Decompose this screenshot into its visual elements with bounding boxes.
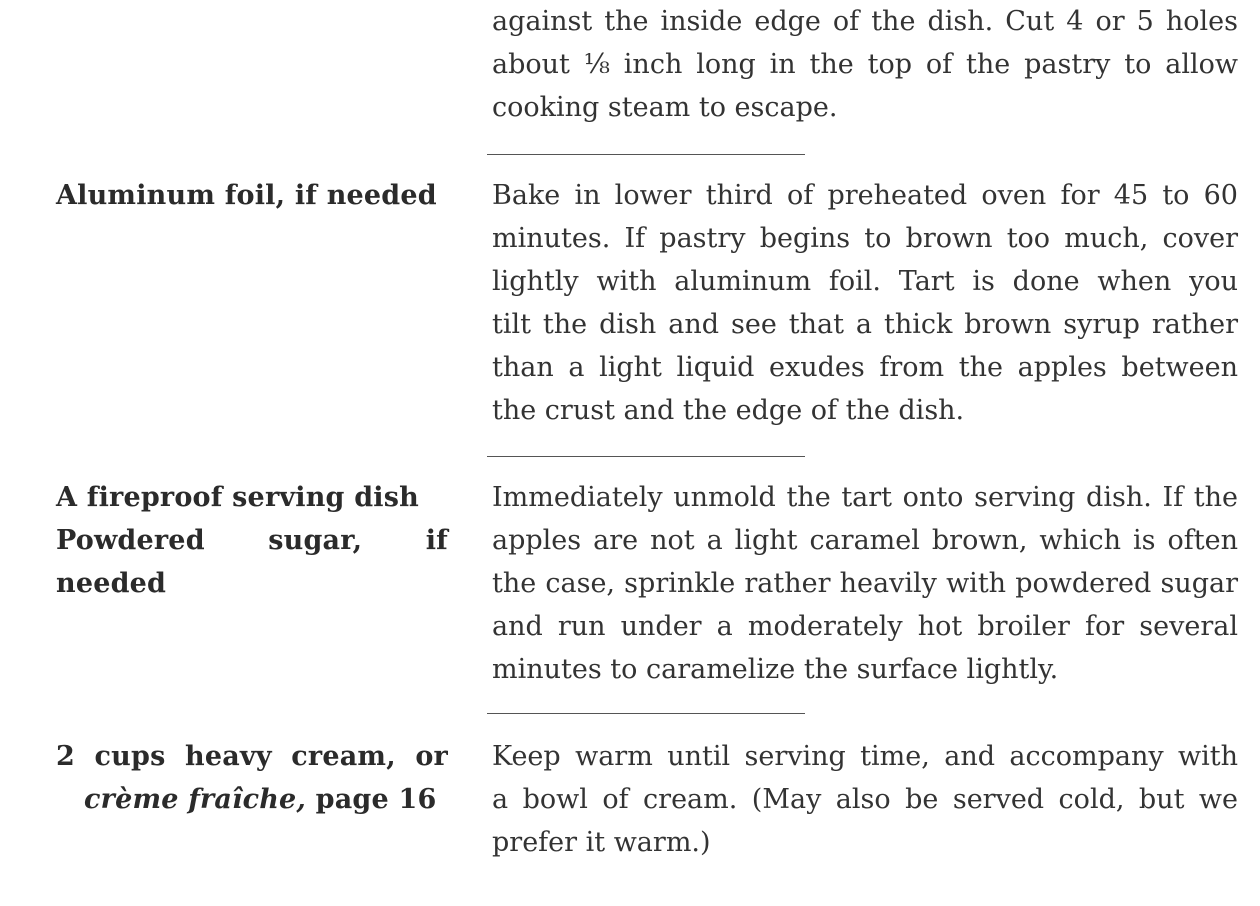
step-1-line-1: against the inside edge of the dish. Cut 4 or 5 holes	[492, 6, 1238, 37]
step-4-line-3: prefer it warm.)	[492, 827, 711, 858]
step-2-line-5: than a light liquid exudes from the apples between	[492, 352, 1238, 383]
step-2-line-6: the crust and the edge of the dish.	[492, 395, 965, 426]
step-2-instructions	[492, 174, 1238, 432]
step-4-line-1: Keep warm until serving time, and accompany with	[492, 741, 1238, 772]
step-1-line-2: about ⅛ inch long in the top of the pastry to allow	[492, 49, 1238, 80]
step-2-ingredients	[56, 174, 448, 217]
step-3-line-5: minutes to caramelize the surface lightly.	[492, 654, 1059, 685]
step-4-line-2: a bowl of cream. (May also be served cold, but we	[492, 784, 1238, 815]
step-divider-2	[487, 456, 805, 457]
ingredient-creme-fraiche	[56, 778, 448, 821]
step-3-line-3: the case, sprinkle rather heavily with powdered sugar	[492, 568, 1238, 599]
step-4-instructions	[492, 735, 1238, 864]
ingredient-aluminum-foil: Aluminum foil, if needed	[56, 180, 437, 211]
ingredient-serving-dish: A fireproof serving dish	[56, 482, 419, 513]
step-3-line-2: apples are not a light caramel brown, which is often	[492, 525, 1238, 556]
creme-fraiche-italic: crème fraîche,	[84, 784, 307, 815]
step-3-ingredients	[56, 476, 448, 605]
step-divider-3	[487, 713, 805, 714]
step-2-line-4: tilt the dish and see that a thick brown syrup rather	[492, 309, 1238, 340]
step-3-instructions	[492, 476, 1238, 691]
step-2-line-1: Bake in lower third of preheated oven for 45 to 60	[492, 180, 1238, 211]
ingredient-heavy-cream: 2 cups heavy cream, or	[56, 741, 448, 772]
step-2-line-3: lightly with aluminum foil. Tart is done when you	[492, 266, 1238, 297]
step-divider-1	[487, 154, 805, 155]
step-4-ingredients	[56, 735, 448, 821]
step-1-instructions	[492, 0, 1238, 129]
step-3-line-1: Immediately unmold the tart onto serving dish. If the	[492, 482, 1238, 513]
page-reference: page 16	[306, 784, 437, 815]
step-3-line-4: and run under a moderately hot broiler for several	[492, 611, 1238, 642]
step-2-line-2: minutes. If pastry begins to brown too much, cover	[492, 223, 1238, 254]
step-1-line-3: cooking steam to escape.	[492, 92, 838, 123]
ingredient-powdered-sugar: Powdered sugar, if needed	[56, 525, 448, 599]
